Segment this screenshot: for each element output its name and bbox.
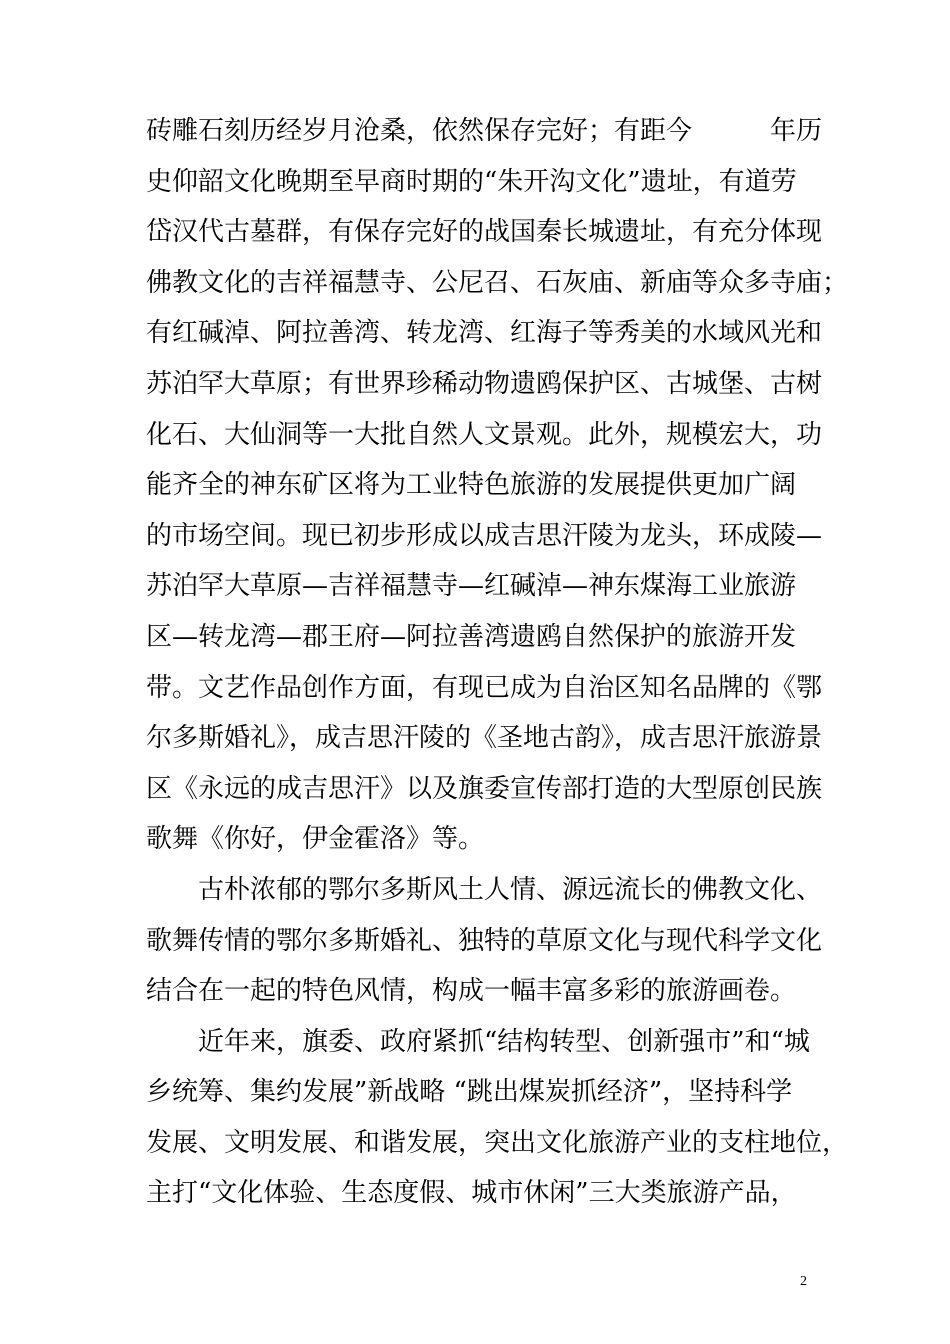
- text-line: 有红碱淖、阿拉善湾、转龙湾、红海子等秀美的水域风光和: [146, 318, 823, 349]
- text-line: 主打“文化体验、生态度假、城市休闲”三大类旅游产品，: [146, 1178, 797, 1209]
- text-line: 的市场空间。现已初步形成以成吉思汗陵为龙头，环成陵—: [146, 520, 823, 551]
- page-number: 2: [800, 1274, 807, 1289]
- text-line: 史仰韶文化晚期至早商时期的“朱开沟文化”遗址，有道劳: [146, 166, 797, 197]
- text-line: 佛教文化的吉祥福慧寺、公尼召、石灰庙、新庙等众多寺庙；: [146, 267, 849, 298]
- text-line: 古朴浓郁的鄂尔多斯风土人情、源远流长的佛教文化、: [198, 874, 823, 905]
- text-line: 区—转龙湾—郡王府—阿拉善湾遗鸥自然保护的旅游开发: [146, 621, 797, 652]
- text-line: 苏泊罕大草原；有世界珍稀动物遗鸥保护区、古城堡、古树: [146, 368, 823, 399]
- text-line: 歌舞《你好，伊金霍洛》等。: [146, 824, 485, 855]
- text-line: 结合在一起的特色风情，构成一幅丰富多彩的旅游画卷。: [146, 976, 797, 1007]
- text-line: 发展、文明发展、和谐发展，突出文化旅游产业的支柱地位，: [146, 1127, 849, 1158]
- text-line: 尔多斯婚礼》，成吉思汗陵的《圣地古韵》，成吉思汗旅游景: [146, 723, 823, 754]
- text-line: 苏泊罕大草原—吉祥福慧寺—红碱淖—神东煤海工业旅游: [146, 571, 797, 602]
- text-line: 化石、大仙洞等一大批自然人文景观。此外，规模宏大，功: [146, 419, 823, 450]
- body-text: [146, 106, 849, 1219]
- text-line: 带。文艺作品创作方面，有现已成为自治区知名品牌的《鄂: [146, 672, 823, 703]
- text-line: 乡统筹、集约发展”新战略 “跳出煤炭抓经济”，坚持科学: [146, 1077, 793, 1108]
- text-line: 砖雕石刻历经岁月沧桑，依然保存完好；有距今 年历: [146, 116, 823, 146]
- text-line: 区《永远的成吉思汗》以及旗委宣传部打造的大型原创民族: [146, 773, 823, 804]
- text-line: 歌舞传情的鄂尔多斯婚礼、独特的草原文化与现代科学文化: [146, 925, 823, 956]
- text-line: 岱汉代古墓群，有保存完好的战国秦长城遗址，有充分体现: [146, 217, 823, 248]
- text-line: 近年来，旗委、政府紧抓“结构转型、创新强市”和“城: [198, 1026, 810, 1057]
- text-line: 能齐全的神东矿区将为工业特色旅游的发展提供更加广阔: [146, 470, 797, 501]
